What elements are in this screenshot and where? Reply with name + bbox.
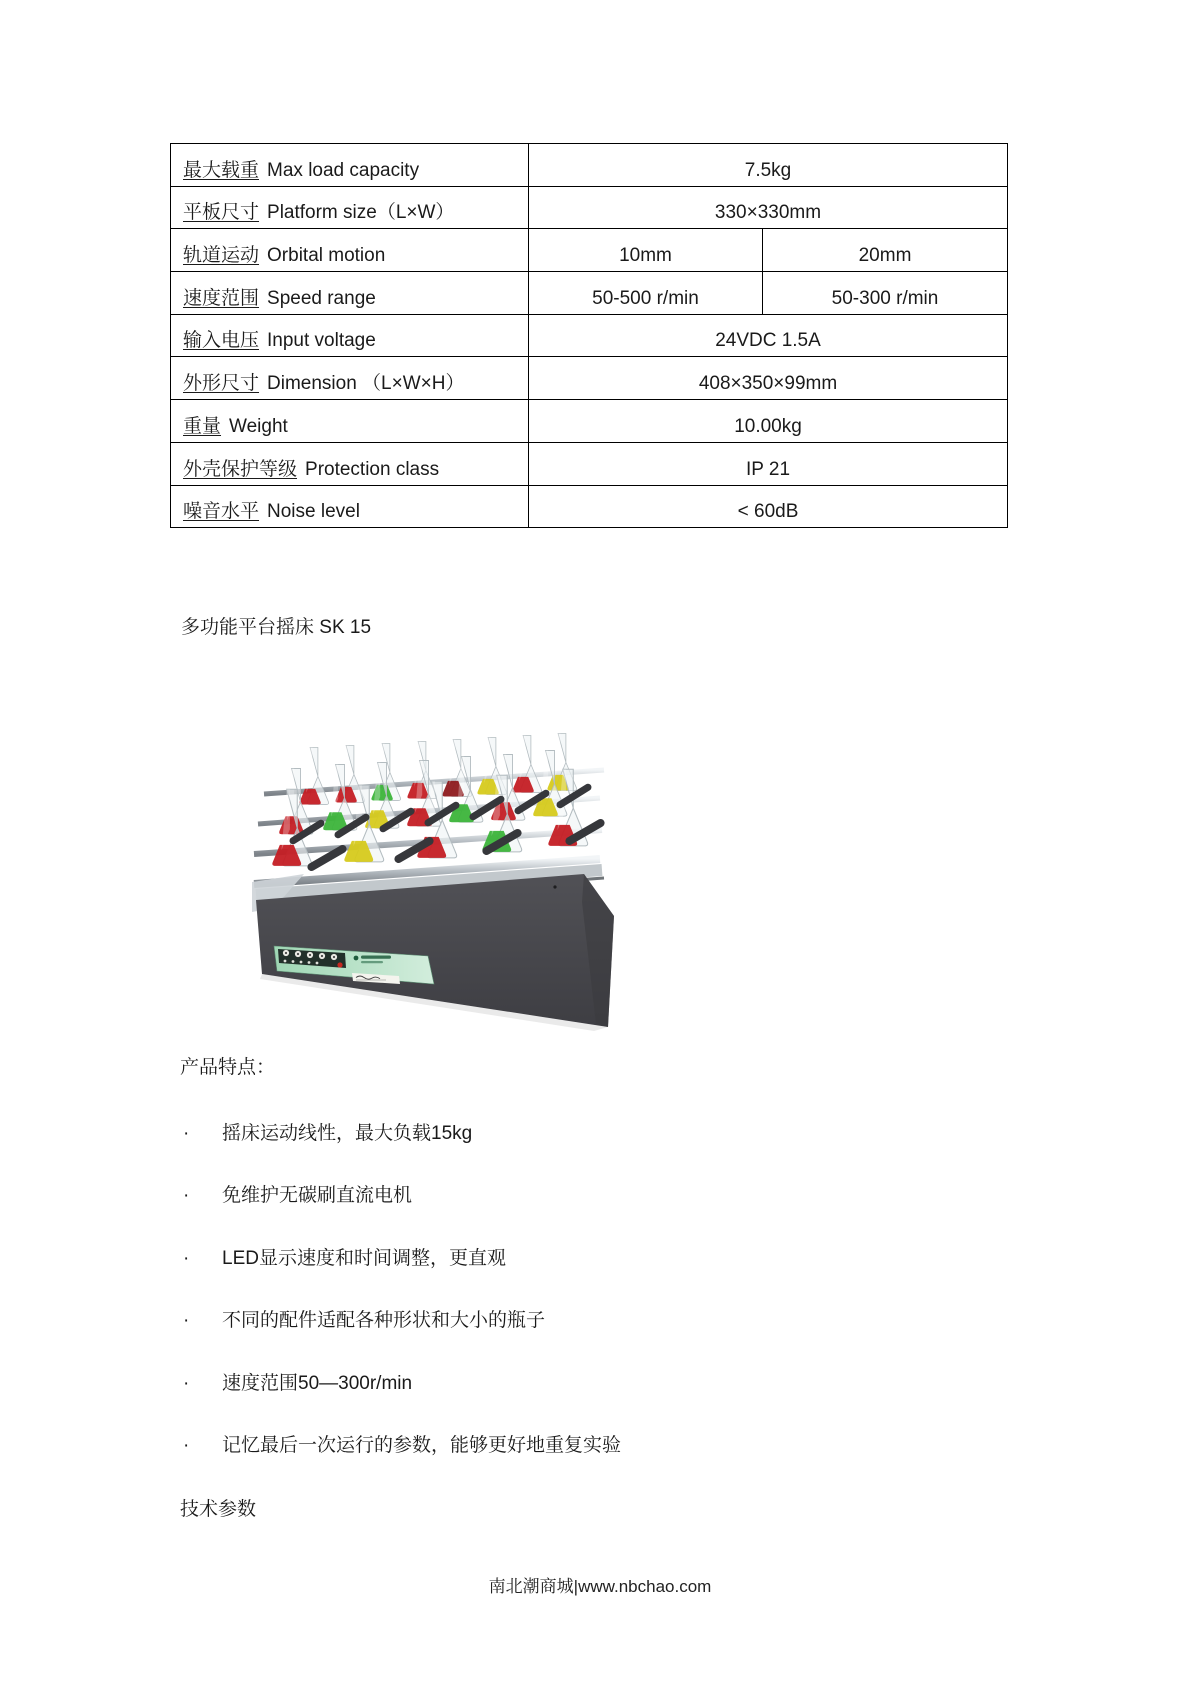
table-row bbox=[171, 357, 1008, 400]
features-heading: 产品特点： bbox=[180, 1057, 276, 1078]
table-row bbox=[171, 229, 1008, 272]
feature-item bbox=[183, 1368, 412, 1395]
spec-label-cell bbox=[171, 186, 529, 229]
spec-label-zh: 速度范围 bbox=[183, 287, 260, 309]
feature-text: 免维护无碳刷直流电机 bbox=[222, 1185, 413, 1206]
spec-value-cell: 50-500 r/min bbox=[529, 272, 763, 315]
table-row bbox=[171, 272, 1008, 315]
feature-text: 速度范围50—300r/min bbox=[222, 1373, 413, 1394]
spec-label-cell bbox=[171, 357, 529, 400]
spec-label-en: Platform size（L×W） bbox=[267, 202, 455, 224]
spec-label-cell bbox=[171, 144, 529, 187]
spec-label-en: Protection class bbox=[305, 458, 440, 480]
feature-item bbox=[183, 1118, 472, 1145]
spec-label-zh: 输入电压 bbox=[183, 330, 260, 352]
shaker-illustration bbox=[252, 732, 620, 1032]
spec-label-zh: 平板尺寸 bbox=[183, 202, 260, 224]
spec-label-en: Dimension （L×W×H） bbox=[267, 373, 465, 395]
feature-text: 不同的配件适配各种形状和大小的瓶子 bbox=[222, 1310, 546, 1331]
product-image bbox=[252, 732, 620, 1032]
spec-value-cell: 10mm bbox=[529, 229, 763, 272]
spec-label-zh: 外壳保护等级 bbox=[183, 458, 298, 480]
spec-label-zh: 外形尺寸 bbox=[183, 373, 260, 395]
feature-item bbox=[183, 1243, 506, 1270]
spec-value-cell: 10.00kg bbox=[529, 400, 1008, 443]
spec-label-en: Input voltage bbox=[267, 330, 376, 352]
spec-value-cell: 20mm bbox=[763, 229, 1008, 272]
feature-item bbox=[183, 1180, 412, 1207]
feature-text: 摇床运动线性，最大负载15kg bbox=[222, 1123, 473, 1144]
bullet-icon: · bbox=[183, 1185, 190, 1206]
spec-label-en: Weight bbox=[229, 415, 288, 437]
spec-table bbox=[170, 143, 1008, 528]
spec-value-cell: 24VDC 1.5A bbox=[529, 314, 1008, 357]
bullet-icon: · bbox=[183, 1123, 190, 1144]
product-title: 多功能平台摇床 SK 15 bbox=[181, 617, 372, 638]
table-row bbox=[171, 485, 1008, 528]
feature-text: LED显示速度和时间调整，更直观 bbox=[222, 1248, 506, 1269]
table-row bbox=[171, 186, 1008, 229]
footer-site-name: 南北潮商城 bbox=[488, 1577, 574, 1596]
tech-params-heading: 技术参数 bbox=[180, 1499, 257, 1520]
table-row bbox=[171, 400, 1008, 443]
page-footer bbox=[0, 1572, 1200, 1597]
spec-value-cell: 50-300 r/min bbox=[763, 272, 1008, 315]
spec-label-en: Max load capacity bbox=[267, 159, 420, 181]
spec-label-zh: 重量 bbox=[183, 415, 222, 437]
bullet-icon: · bbox=[183, 1373, 190, 1394]
spec-value-cell: 408×350×99mm bbox=[529, 357, 1008, 400]
spec-value-cell: < 60dB bbox=[529, 485, 1008, 528]
spec-label-en: Speed range bbox=[267, 287, 376, 309]
spec-label-en: Noise level bbox=[267, 501, 360, 523]
spec-label-en: Orbital motion bbox=[267, 245, 386, 267]
spec-value-cell: 7.5kg bbox=[529, 144, 1008, 187]
spec-label-cell bbox=[171, 272, 529, 315]
footer-url: |www.nbchao.com bbox=[573, 1577, 712, 1596]
feature-item bbox=[183, 1305, 545, 1332]
bullet-icon: · bbox=[183, 1310, 190, 1331]
table-row bbox=[171, 442, 1008, 485]
feature-text: 记忆最后一次运行的参数，能够更好地重复实验 bbox=[222, 1435, 622, 1456]
spec-label-zh: 轨道运动 bbox=[183, 245, 260, 267]
bullet-icon: · bbox=[183, 1248, 190, 1269]
bullet-icon: · bbox=[183, 1435, 190, 1456]
spec-label-cell bbox=[171, 485, 529, 528]
spec-value-cell: 330×330mm bbox=[529, 186, 1008, 229]
spec-value-cell: IP 21 bbox=[529, 442, 1008, 485]
table-row bbox=[171, 314, 1008, 357]
spec-label-zh: 最大载重 bbox=[183, 159, 260, 181]
spec-label-zh: 噪音水平 bbox=[183, 501, 260, 523]
power-button-icon bbox=[337, 962, 342, 967]
table-row bbox=[171, 144, 1008, 187]
feature-item bbox=[183, 1430, 621, 1457]
spec-label-cell bbox=[171, 229, 529, 272]
spec-label-cell bbox=[171, 400, 529, 443]
spec-label-cell bbox=[171, 314, 529, 357]
spec-label-cell bbox=[171, 442, 529, 485]
